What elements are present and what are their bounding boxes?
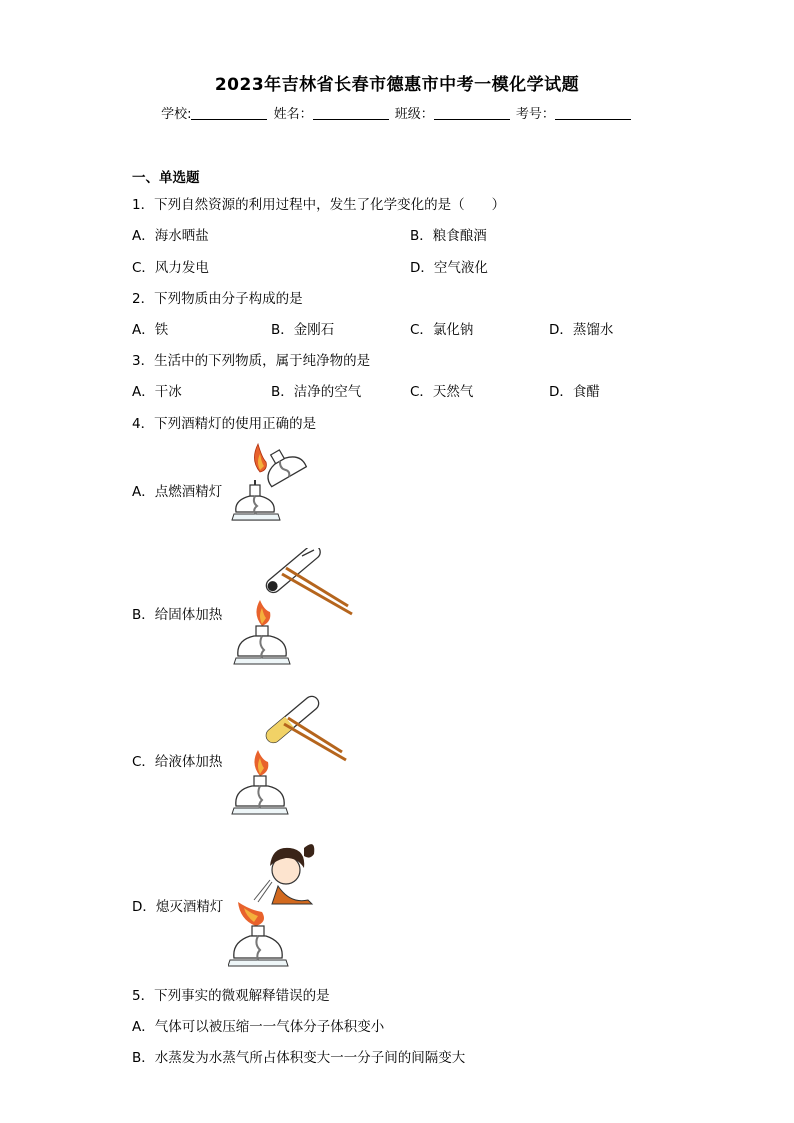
- class-field[interactable]: [434, 107, 510, 120]
- question-5-stem: 5．下列事实的微观解释错误的是: [132, 988, 330, 1004]
- heating-liquid-figure: [228, 694, 352, 818]
- q3-option-c[interactable]: C．天然气: [410, 384, 474, 400]
- q4-option-b[interactable]: B．给固体加热: [132, 607, 223, 623]
- q3-option-a[interactable]: A．干冰: [132, 384, 182, 400]
- q3-option-d[interactable]: D．食醋: [549, 384, 600, 400]
- section-heading: 一、单选题: [132, 170, 200, 186]
- lighting-lamp-figure: [226, 440, 316, 532]
- school-field[interactable]: [191, 107, 267, 120]
- q5-option-b[interactable]: B．水蒸发为水蒸气所占体积变大一一分子间的间隔变大: [132, 1050, 466, 1066]
- q1-option-d[interactable]: D．空气液化: [410, 260, 488, 276]
- q3-option-b[interactable]: B．洁净的空气: [271, 384, 362, 400]
- student-info-line: [0, 103, 794, 122]
- q2-option-d[interactable]: D．蒸馏水: [549, 322, 614, 338]
- q1-option-c[interactable]: C．风力发电: [132, 260, 209, 276]
- class-label: 班级：: [394, 107, 434, 122]
- blowing-out-lamp-figure: [228, 834, 324, 972]
- q2-option-b[interactable]: B．金刚石: [271, 322, 335, 338]
- question-2-stem: 2．下列物质由分子构成的是: [132, 291, 303, 307]
- question-1-stem: 1．下列自然资源的利用过程中，发生了化学变化的是（ ）: [132, 197, 506, 213]
- q1-option-a[interactable]: A．海水晒盐: [132, 228, 209, 244]
- number-field[interactable]: [555, 107, 631, 120]
- q4-option-a[interactable]: A．点燃酒精灯: [132, 484, 223, 500]
- q2-option-c[interactable]: C．氯化钠: [410, 322, 474, 338]
- q1-option-b[interactable]: B．粮食酿酒: [410, 228, 487, 244]
- name-label: 姓名：: [273, 107, 313, 122]
- number-label: 考号：: [515, 107, 555, 122]
- q5-option-a[interactable]: A．气体可以被压缩一一气体分子体积变小: [132, 1019, 385, 1035]
- q4-option-d[interactable]: D．熄灭酒精灯: [132, 899, 224, 915]
- question-3-stem: 3．生活中的下列物质，属于纯净物的是: [132, 353, 371, 369]
- name-field[interactable]: [313, 107, 389, 120]
- page-title: 2023年吉林省长春市德惠市中考一模化学试题: [214, 75, 580, 95]
- heating-solid-figure: [232, 548, 356, 670]
- school-label: 学校:: [161, 107, 192, 122]
- q2-option-a[interactable]: A．铁: [132, 322, 169, 338]
- question-4-stem: 4．下列酒精灯的使用正确的是: [132, 416, 317, 432]
- q4-option-c[interactable]: C．给液体加热: [132, 754, 223, 770]
